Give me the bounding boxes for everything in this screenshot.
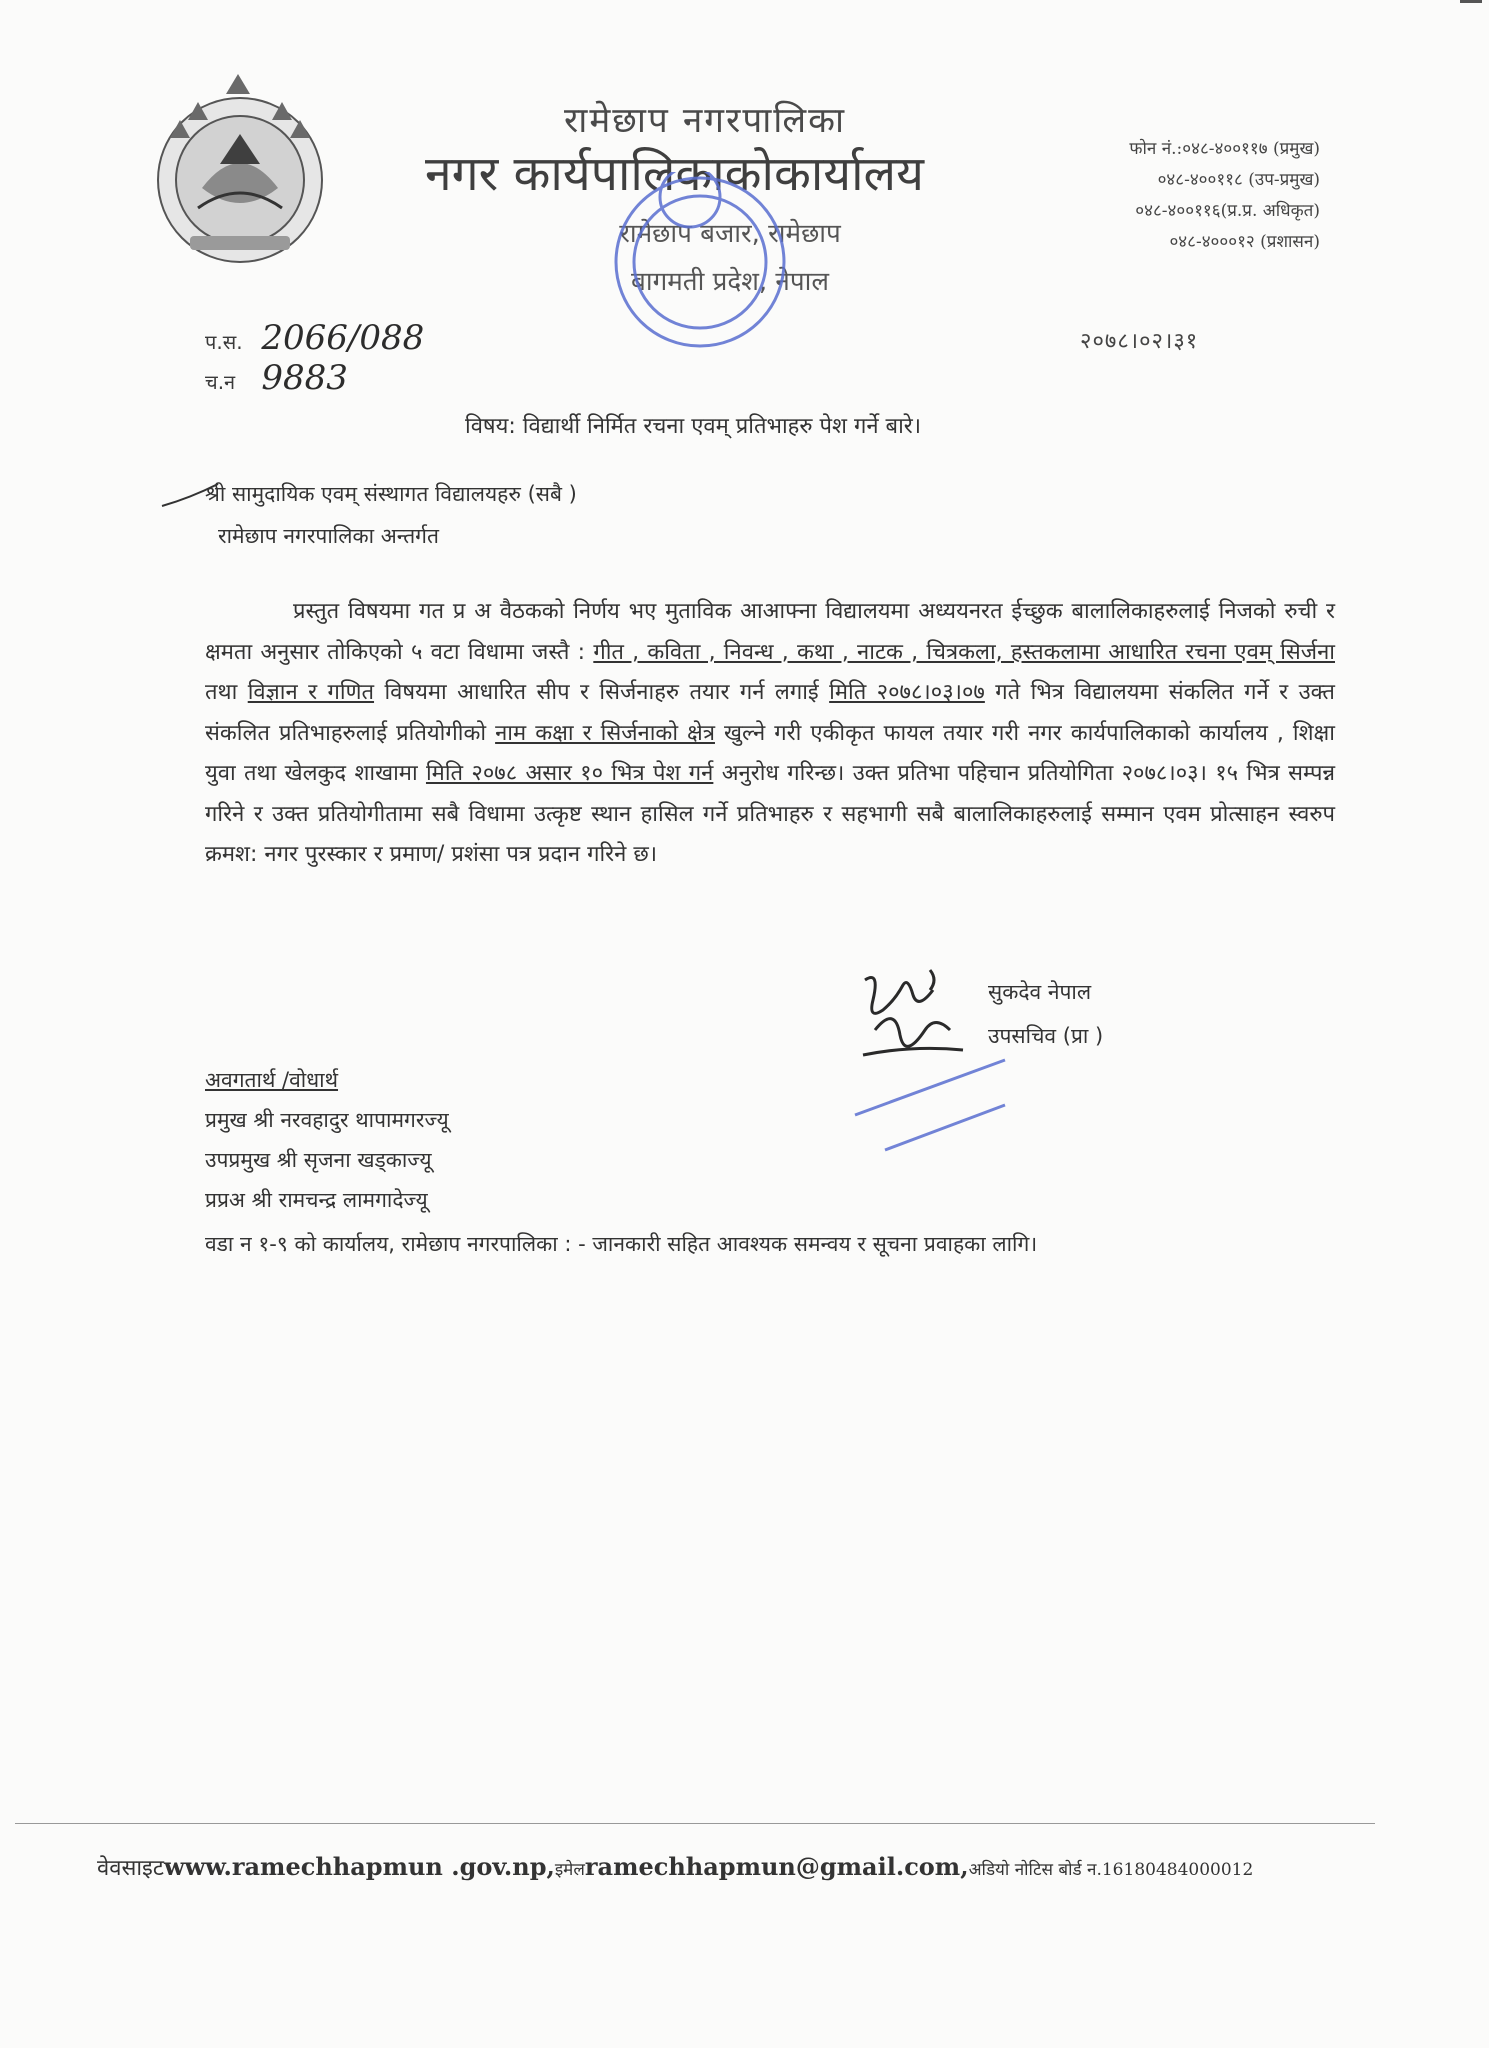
signatory-stamp-icon: [845, 1030, 1025, 1165]
chalani-number: [205, 358, 348, 398]
signatory-name: सुकदेव नेपाल: [988, 980, 1092, 1004]
body-text: प्रस्तुत विषयमा गत प्र अ वैठकको निर्णय भए मुताविक आआफ्ना विद्यालयमा अध्ययनरत ईच्छुक बालालिकाहरुलाई निजको रुची र क्षमता अनुसार तोकिएको ५ वटा विधामा जस्तै :: [205, 599, 1335, 665]
subject-line: विषय: विद्यार्थी निर्मित रचना एवम् प्रतिभाहरु पेश गर्ने बारे।: [465, 414, 922, 439]
phone-list: [1035, 134, 1320, 258]
phone-line: ०४८-४०००१२ (प्रशासन): [1169, 232, 1320, 252]
body-text: गते भित्र विद्यालयमा संकलित गर्ने र उक्त संकलित प्रतिभाहरुलाई प्रतियोगीको: [205, 680, 1335, 746]
chalani-value: 9883: [261, 358, 348, 398]
page-edge-mark: [1460, 0, 1482, 3]
cc-line: वडा न १-९ को कार्यालय, रामेछाप नगरपालिका : - जानकारी सहित आवश्यक समन्वय र सूचना प्रवाहका लागि।: [205, 1232, 1038, 1256]
cc-line: प्रमुख श्री नरवहादुर थापामगरज्यू: [205, 1108, 449, 1132]
phone-line: ०४८-४००११६(प्र.प्र. अधिकृत): [1135, 201, 1320, 221]
municipality-name: रामेछाप नगरपालिका: [563, 101, 847, 141]
body-underlined: मिति २०७८।०३।०७: [829, 680, 985, 705]
footer-email-label: इमेल: [554, 1860, 585, 1880]
cc-line: प्रप्रअ श्री रामचन्द्र लामगादेज्यू: [205, 1188, 428, 1212]
cc-line: उपप्रमुख श्री सृजना खड्काज्यू: [205, 1148, 432, 1172]
footer-email-link[interactable]: ramechhapmun@gmail.com,: [584, 1852, 969, 1881]
address-line-2: बागमती प्रदेश, नेपाल: [631, 267, 829, 297]
footer: [97, 1852, 1253, 1882]
letter-date: २०७८।०२।३१: [1080, 329, 1199, 354]
phone-line: ०४८-४००११८ (उप-प्रमुख): [1157, 170, 1320, 190]
footer-website-link[interactable]: www.ramechhapmun .gov.np,: [163, 1852, 555, 1881]
signatory-title: उपसचिव (प्रा ): [988, 1024, 1104, 1048]
body-paragraph: [205, 592, 1335, 876]
cc-title: अवगतार्थ /वोधार्थ: [205, 1068, 339, 1092]
chalani-label: च.न: [205, 370, 236, 394]
nepal-emblem-icon: [130, 68, 350, 273]
body-text: तथा: [205, 680, 248, 705]
body-underlined: विज्ञान र गणित: [247, 680, 375, 705]
body-underlined: गीत , कविता , निवन्ध , कथा , नाटक , चित्रकला, हस्तकलामा आधारित रचना एवम् सिर्जना: [593, 639, 1335, 665]
body-underlined: नाम कक्षा र सिर्जनाको क्षेत्र: [495, 720, 715, 746]
body-underlined: मिति २०७८ असार १० भित्र पेश गर्न: [425, 761, 714, 786]
office-stamp-icon: [560, 172, 850, 387]
office-name: नगर कार्यपालिकाकोकार्यालय: [425, 146, 924, 202]
footer-divider: [15, 1823, 1375, 1824]
footer-notice-board: अडियो नोटिस बोर्ड न.16180484000012: [968, 1860, 1254, 1880]
ps-value: 2066/088: [261, 318, 425, 358]
addressee-line-2: रामेछाप नगरपालिका अन्तर्गत: [218, 524, 439, 548]
phone-line: फोन नं.:०४८-४००११७ (प्रमुख): [1129, 139, 1320, 159]
ps-number: [205, 318, 424, 358]
ps-label: प.स.: [205, 330, 243, 354]
body-text: विषयमा आधारित सीप र सिर्जनाहरु तयार गर्न लगाई: [374, 680, 830, 705]
footer-web-label: वेवसाइट: [97, 1856, 164, 1881]
addressee-line-1: श्री सामुदायिक एवम् संस्थागत विद्यालयहरु (सबै ): [205, 482, 577, 506]
body-text: अनुरोध गरिन्छ। उक्त प्रतिभा पहिचान प्रतियोगिता २०७८।०३। १५ भित्र सम्पन्न गरिने र उक्त प्रतियोगीतामा सबै विधामा उत्कृष्ट स्थान हासिल गर्ने प्रतिभाहरु र सहभागी सबै बालालिकाहरुलाई सम्मान एवम प्रोत्साहन स्वरुप क्रमश: नगर पुरस्कार र प्रमाण/ प्रशंसा पत्र प्रदान गरिने छ।: [205, 761, 1335, 867]
address-line-1: रामेछाप बजार, रामेछाप: [619, 219, 841, 249]
body-text: खुल्ने गरी एकीकृत फायल तयार गरी नगर कार्यपालिकाको कार्यालय , शिक्षा युवा तथा खेलकुद शाखामा: [205, 720, 1336, 786]
